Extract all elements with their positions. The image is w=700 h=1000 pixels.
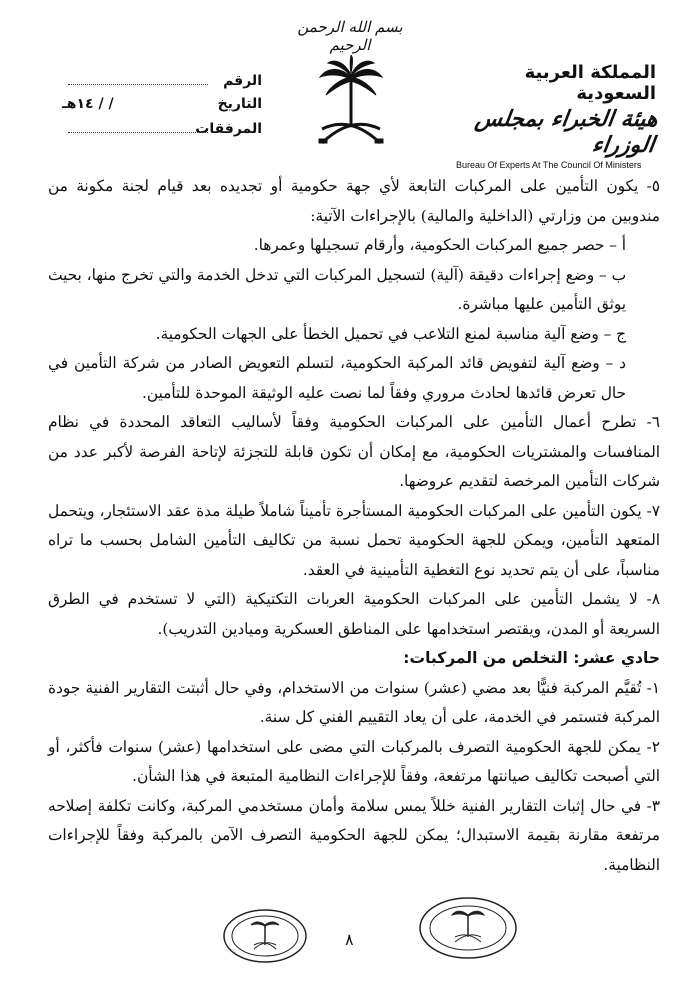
reference-block bbox=[62, 72, 262, 144]
reference-number-line bbox=[68, 72, 208, 85]
clause-5-b: ب – وضع إجراءات دقيقة (آلية) لتسجيل المركبات التي تدخل الخدمة والتي تخرج منها، بحيث يوثق التأمين عليها مباشرة. bbox=[48, 265, 626, 313]
reference-number-row bbox=[62, 72, 262, 96]
clause-5-a: أ – حصر جميع المركبات الحكومية، وأرقام تسجيلها وعمرها. bbox=[253, 236, 626, 254]
disposal-clause-1: ١- تُقيَّم المركبة فنيًّا بعد مضي (عشر) سنوات من الاستخدام، وفي حال أثبتت التقارير الفنية جودة المركبة فتستمر في الخدمة، على أن يعاد التقييم الفني كل سنة. bbox=[48, 678, 660, 726]
document-body bbox=[48, 172, 660, 880]
disposal-clause-2: ٢- يمكن للجهة الحكومية التصرف بالمركبات التي مضى على استخدامها (عشر) سنوات فأكثر، أو التي أصبحت تكاليف صيانتها مرتفعة، وفقاً للإجراءات النظامية المتبعة في هذا الشأن. bbox=[48, 737, 660, 785]
official-seal-left bbox=[222, 907, 308, 965]
clause-5-c: ج – وضع آلية مناسبة لمنع التلاعب في تحميل الخطأ على الجهات الحكومية. bbox=[155, 324, 626, 343]
saudi-emblem-icon bbox=[318, 55, 384, 150]
reference-date-row bbox=[62, 96, 262, 120]
official-seal-right bbox=[418, 895, 518, 961]
clause-5-d: د – وضع آلية لتفويض قائد المركبة الحكومية، لتسلم التعويض الصادر من شركة التأمين في حال تعرض قائدها لحادث مروري وفقاً لما نصت عليه الوثيقة الموحدة للتأمين. bbox=[48, 354, 626, 402]
org-name-english: Bureau Of Experts At The Council Of Ministers bbox=[456, 160, 642, 170]
org-name-kingdom: المملكة العربية السعودية bbox=[524, 62, 656, 104]
page-number: ٨ bbox=[345, 930, 354, 949]
clause-7: ٧- يكون التأمين على المركبات الحكومية المستأجرة تأميناً شاملاً طيلة مدة عقد الاستئجار، ويتحمل المتعهد التأمين، ويمكن للجهة الحكومية تحمل نسبة من تكاليف التأمين الشامل بحسب ما تراه مناسباً، على أن يتم تحديد نوع التغطية التأمينية في العقد. bbox=[48, 501, 660, 579]
reference-number-label: الرقم bbox=[223, 73, 262, 89]
organization-block bbox=[456, 62, 660, 170]
org-name-bureau: هيئة الخبراء بمجلس الوزراء bbox=[473, 106, 660, 158]
reference-date-label: التاريخ bbox=[217, 96, 262, 112]
page-footer bbox=[0, 895, 700, 995]
reference-date-value: / / ١٤هـ bbox=[62, 96, 114, 112]
clause-6: ٦- تطرح أعمال التأمين على المركبات الحكومية وفقاً لأساليب التعاقد المحددة في نظام المنافسات والمشتريات الحكومية، مع إمكان أن تكون قابلة للتجزئة لإتاحة الفرصة لأكبر عدد من شركات التأمين المرخصة لتقديم عروضها. bbox=[48, 413, 660, 490]
clause-8: ٨- لا يشمل التأمين على المركبات الحكومية العربات التكتيكية (التي لا تستخدم في الطرق السريعة أو المدن، ويقتصر استخدامها على المناطق العسكرية وميادين التدريب). bbox=[48, 590, 660, 638]
reference-attachments-label: المرفقات bbox=[195, 121, 262, 137]
reference-attachments-line bbox=[68, 120, 208, 133]
bismillah-calligraphy: بسم الله الرحمن الرحيم bbox=[297, 18, 403, 54]
section-heading-disposal: حادي عشر: التخلص من المركبات: bbox=[403, 649, 660, 667]
disposal-clause-3: ٣- في حال إثبات التقارير الفنية خللاً يمس سلامة وأمان مستخدمي المركبة، وكانت تكلفة إصلاحه مرتفعة مقارنة بقيمة الاستبدال؛ يمكن للجهة الحكومية التصرف الآمن بالمركبة وفقاً للإجراءات النظامية. bbox=[48, 796, 660, 874]
clause-5: ٥- يكون التأمين على المركبات التابعة لأي جهة حكومية أو تجديده بعد قيام لجنة مكونة من مندوبين من وزارتي (الداخلية والمالية) بالإجراءات الآتية: bbox=[48, 177, 660, 225]
letterhead bbox=[0, 0, 700, 170]
reference-attachments-row bbox=[62, 120, 262, 144]
